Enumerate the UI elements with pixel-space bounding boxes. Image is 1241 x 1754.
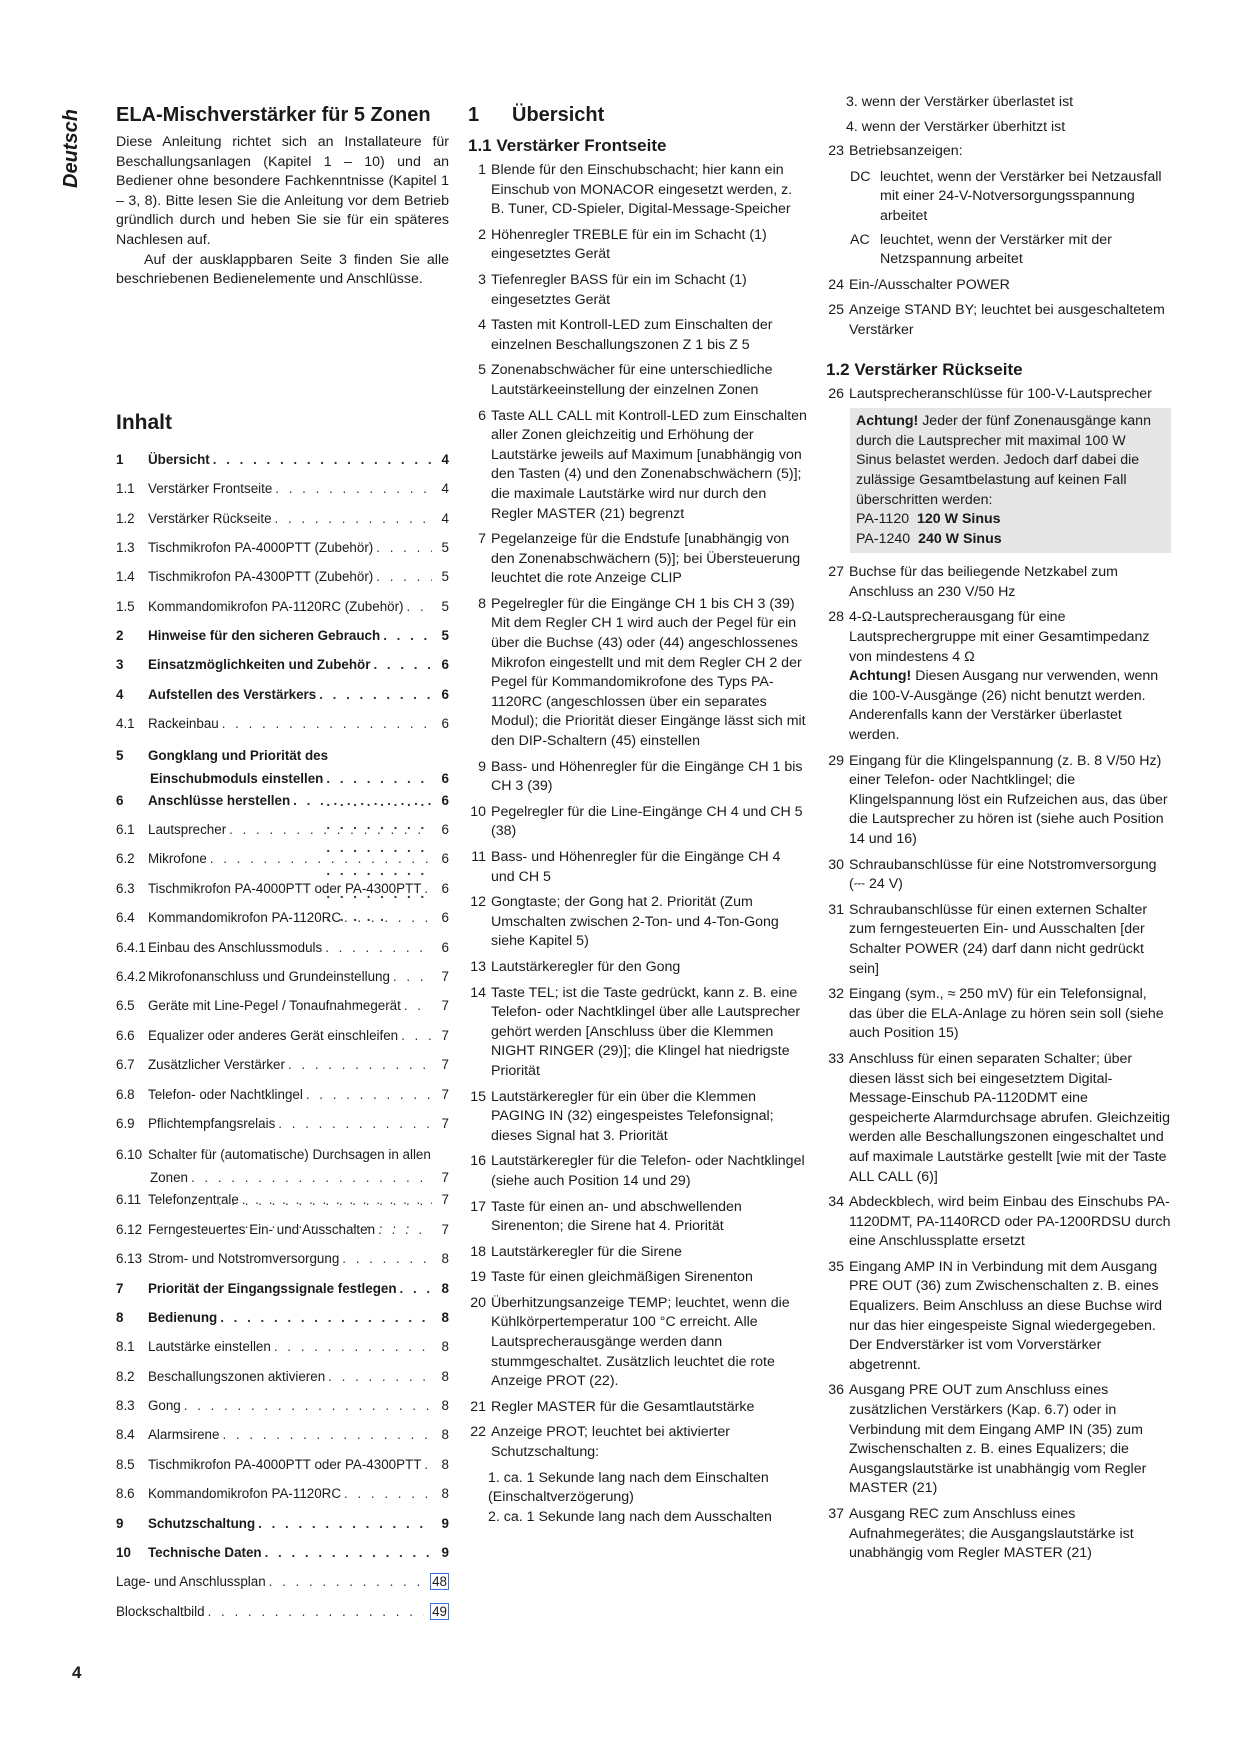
list-item: 28 4-Ω-Lautsprecherausgang für eine Lautsprechergruppe mit einer Gesamtimpedanz von mindestens 4 Ω Achtung! Diesen Ausgang nur verwenden, wenn die 100-V-Ausgänge (26) nicht benutzt werden. Anderenfalls kann der Verstärker überlastet werden. xyxy=(828,609,1159,744)
page-number: 4 xyxy=(72,1663,82,1682)
toc-entry[interactable]: 1.1 Verstärker Frontseite . . . 4 xyxy=(116,479,449,508)
prot-condition: 3. wenn der Verstärker überlastet ist xyxy=(846,94,1074,110)
toc-entry[interactable]: 2 Hinweise für den sicheren Gebrauch . . . 5 xyxy=(116,626,449,655)
dc-indicator: DC leuchtet, wenn der Verstärker bei Netzausfall mit einer 24-V-Notversorgungsspannung arbeitet xyxy=(850,168,1162,224)
list-item: 5 Zonenabschwächer für eine unterschiedliche Lautstärkeeinstellung der einzelnen Zonen xyxy=(478,362,773,398)
toc-entry[interactable]: 1.4 Tischmikrofon PA-4300PTT (Zubehör) . . . 5 xyxy=(116,567,449,596)
list-item: 36 Ausgang PRE OUT zum Anschluss eines zusätzlichen Verstärkers (Kap. 6.7) oder in Verbindung mit dem Eingang AMP IN (35) zum Zwischenschalten z. B. eines Equalizers; die Ausgangslautstärke ist unabhängig vom Regler MASTER (21) xyxy=(828,1382,1147,1497)
column-intro-toc xyxy=(116,103,449,1631)
list-item: 8 Pegelregler für die Eingänge CH 1 bis CH 3 (39) Mit dem Regler CH 1 wird auch der Pegel für ein über die Buchse (43) oder (44) angeschlossenes Mikrofon eingestellt und mit dem Regler CH 2 der Pegel für Kommandomikrofone des Typs PA-1120RC (angeschlossen über ein separates Modul); die Priorität dieser Eingänge lässt sich mit den DIP-Schaltern (45) einstellen xyxy=(478,595,806,750)
list-item: 29 Eingang für die Klingelspannung (z. B. 8 V/50 Hz) einer Telefon- oder Nachtklingel; die Klingelspannung löst ein Rufzeichen aus, das über die Lautsprecher zu hören ist (siehe auch Position 14 und 16) xyxy=(828,752,1168,847)
list-item: 18 Lautstärkeregler für die Sirene xyxy=(470,1243,682,1260)
toc-entry[interactable]: 10 Technische Daten . . . 9 xyxy=(116,1543,449,1572)
list-item: 26 Lautsprecheranschlüsse für 100-V-Lautsprecher xyxy=(828,385,1152,402)
toc-entry[interactable]: 1.2 Verstärker Rückseite . . . 4 xyxy=(116,509,449,538)
toc-entry[interactable]: 1.5 Kommandomikrofon PA-1120RC (Zubehör) . . . 5 xyxy=(116,597,449,626)
list-item: 6 Taste ALL CALL mit Kontroll-LED zum Einschalten aller Zonen gleichzeitig und Erhöhung der Lautstärke jeweils auf Maximum [unabhängig von den Tasten (4) und den Zonenabschwächern (5)]; die maximale Lautstärke wird nur durch den Regler MASTER (21) begrenzt xyxy=(478,407,807,522)
column-rear xyxy=(826,93,1171,1570)
toc-entry[interactable]: 6.8 Telefon- oder Nachtklingel . . . 7 xyxy=(116,1085,449,1114)
toc-entry[interactable]: 6.3 Tischmikrofon PA-4000PTT oder PA-4300PTT . . . 6 xyxy=(116,879,449,908)
list-item: 9 Bass- und Höhenregler für die Eingänge CH 1 bis CH 3 (39) xyxy=(478,758,803,795)
prot-condition: 4. wenn der Verstärker überhitzt ist xyxy=(846,118,1066,135)
list-item: 32 Eingang (sym., ≈ 250 mV) für ein Telefonsignal, das über die ELA-Anlage zu hören sein soll (siehe auch Position 15) xyxy=(828,986,1164,1042)
front-items-list xyxy=(468,161,808,1463)
intro-paragraph: Diese Anleitung richtet sich an Installateure für Beschallungsanlagen (Kapitel 1 – 10) und an Bediener ohne besondere Fachkenntnisse (Kapitel 1 – 3, 8). Bitte lesen Sie die Anleitung vor dem Betrieb gründlich durch und heben Sie sie für ein späteres Nachlesen auf. xyxy=(116,134,449,248)
list-item: 19 Taste für einen gleichmäßigen Sirenenton xyxy=(470,1269,753,1286)
toc-entry[interactable]: 5 Gongklang und Priorität des Einschubmoduls einstellen . . . 6 xyxy=(116,744,449,791)
ac-indicator: AC leuchtet, wenn der Verstärker mit der Netzspannung arbeitet xyxy=(850,231,1112,268)
prot-condition: 1. ca. 1 Sekunde lang nach dem Einschalten (Einschaltverzögerung) xyxy=(488,1469,769,1506)
prot-conditions-continued xyxy=(826,93,1171,137)
prot-condition: 2. ca. 1 Sekunde lang nach dem Ausschalten xyxy=(488,1508,772,1525)
toc-entry[interactable]: 4 Aufstellen des Verstärkers . . . 6 xyxy=(116,685,449,714)
toc-entry[interactable]: 6.7 Zusätzlicher Verstärker . . . 7 xyxy=(116,1055,449,1084)
toc-entry[interactable]: 7 Priorität der Eingangssignale festlegen . . . 8 xyxy=(116,1279,449,1308)
toc-entry[interactable]: 8 Bedienung . . . 8 xyxy=(116,1308,449,1337)
toc-entry[interactable]: 8.4 Alarmsirene . . . 8 xyxy=(116,1425,449,1454)
list-item: 2 Höhenregler TREBLE für ein im Schacht (1) eingesetztes Gerät xyxy=(478,226,767,263)
warning-text: Jeder der fünf Zonenausgänge kann durch die Lautsprecher mit maximal 100 W Sinus belastet werden. Jedoch darf dabei die zulässige Gesamtbelastung auf keinen Fall überschritten werden: xyxy=(856,413,1151,508)
rear-items-list xyxy=(826,563,1171,1564)
list-item: 34 Abdeckblech, wird beim Einbau des Einschubs PA-1120DMT, PA-1140RCD oder PA-1200RDSU durch eine Anschlussplatte ersetzt xyxy=(828,1194,1171,1250)
list-item: 4 Tasten mit Kontroll-LED zum Einschalten der einzelnen Beschallungszonen Z 1 bis Z 5 xyxy=(478,317,773,353)
toc-entry[interactable]: 3 Einsatzmöglichkeiten und Zubehör . . . 6 xyxy=(116,655,449,684)
warning-head: Achtung! xyxy=(856,413,919,430)
prot-conditions xyxy=(468,1469,808,1528)
list-item: 24 Ein-/Ausschalter POWER xyxy=(828,276,1010,293)
toc-entry[interactable]: 6.9 Pflichtempfangsrelais . . . 7 xyxy=(116,1114,449,1143)
toc-entry[interactable]: 6.2 Mikrofone . . . 6 xyxy=(116,849,449,878)
toc-entry[interactable]: 6.1 Lautsprecher . . . 6 xyxy=(116,820,449,849)
toc-entry[interactable]: 8.1 Lautstärke einstellen . . . 8 xyxy=(116,1337,449,1366)
list-item: 33 Anschluss für einen separaten Schalter; über diesen lässt sich bei eingesetztem Digital-Message-Einschub PA-1120DMT eine gespeicherte Alarmdurchsage abrufen. Gleichzeitig werden alle Beschallungszonen eingeschaltet und auf maximale Lautstärke gestellt [wie mit der Taste ALL CALL (6)] xyxy=(828,1050,1170,1185)
list-item: 17 Taste für einen an- und abschwellenden Sirenenton; die Sirene hat 4. Priorität xyxy=(470,1198,742,1235)
toc-entry[interactable]: 6.13 Strom- und Notstromversorgung . . . 8 xyxy=(116,1249,449,1278)
toc-entry[interactable]: 9 Schutzschaltung . . . 9 xyxy=(116,1514,449,1543)
intro-paragraph-2: Auf der ausklappbaren Seite 3 finden Sie alle beschriebenen Bedienelemente und Anschlüsse. xyxy=(116,251,449,288)
list-item: 21 Regler MASTER für die Gesamtlautstärke xyxy=(470,1398,755,1415)
document-title: ELA-Mischverstärker für 5 Zonen xyxy=(116,104,431,126)
toc-entry[interactable]: 8.5 Tischmikrofon PA-4000PTT oder PA-4300PTT . . . 8 xyxy=(116,1455,449,1484)
toc-entry[interactable]: 6.12 Ferngesteuertes Ein- und Ausschalten . . . 7 xyxy=(116,1220,449,1249)
list-item: 7 Pegelanzeige für die Endstufe [unabhängig von den Zonenabschwächern (5)]; bei Übersteuerung leuchtet die rote Anzeige CLIP xyxy=(478,531,801,587)
language-label: Deutsch xyxy=(60,109,82,188)
list-item: 23 Betriebsanzeigen: xyxy=(828,143,963,160)
list-item: 14 Taste TEL; ist die Taste gedrückt, kann z. B. eine Telefon- oder Nachtklingel über alle Lautsprecher gehört werden [Anschluss über die Klemmen NIGHT RINGER (29)]; die Klingel hat niedrigste Priorität xyxy=(470,984,801,1079)
list-item: 12 Gongtaste; der Gong hat 2. Priorität (Zum Umschalten zwischen 2-Ton- und 4-Ton-Gong siehe Kapitel 5) xyxy=(470,894,779,950)
list-item: 20 Überhitzungsanzeige TEMP; leuchtet, wenn die Kühlkörpertemperatur 100 °C erreicht. Alle Lautsprecherausgänge werden dann stummgeschaltet. Zusätzlich leuchtet die rote Anzeige PROT (22). xyxy=(470,1294,790,1390)
toc-entry[interactable]: 8.6 Kommandomikrofon PA-1120RC . . . 8 xyxy=(116,1484,449,1513)
toc-entry[interactable]: 6.11 Telefonzentrale . . . 7 xyxy=(116,1190,449,1219)
toc-entry[interactable]: 4.1 Rackeinbau . . . 6 xyxy=(116,714,449,743)
list-item: 3 Tiefenregler BASS für ein im Schacht (1) eingesetztes Gerät xyxy=(478,271,747,308)
section-number: 1 xyxy=(468,104,480,126)
toc-entry[interactable]: 1.3 Tischmikrofon PA-4000PTT (Zubehör) . . . 5 xyxy=(116,538,449,567)
toc-title: Inhalt xyxy=(116,410,172,434)
toc-entry[interactable]: 6.4.1 Einbau des Anschlussmoduls . . . 6 xyxy=(116,938,449,967)
table-of-contents xyxy=(116,450,449,1631)
list-item: 13 Lautstärkeregler für den Gong xyxy=(470,958,681,975)
section-title: Übersicht xyxy=(512,104,605,126)
list-item: 15 Lautstärkeregler für ein über die Klemmen PAGING IN (32) eingespeistes Telefonsignal; dieses Signal hat 3. Priorität xyxy=(470,1088,774,1144)
section-heading xyxy=(468,103,808,127)
column-overview xyxy=(468,103,808,1527)
toc-entry[interactable]: Blockschaltbild . . . 49 xyxy=(116,1602,449,1631)
toc-entry[interactable]: 6.5 Geräte mit Line-Pegel / Tonaufnahmegerät . . . 7 xyxy=(116,996,449,1025)
list-item: 27 Buchse für das beiliegende Netzkabel zum Anschluss an 230 V/50 Hz xyxy=(828,564,1118,600)
toc-entry[interactable]: 6 Anschlüsse herstellen . . . 6 xyxy=(116,791,449,820)
list-item: 25 Anzeige STAND BY; leuchtet bei ausgeschaltetem Verstärker xyxy=(828,302,1165,338)
list-item: 10 Pegelregler für die Line-Eingänge CH 4 und CH 5 (38) xyxy=(470,803,803,840)
subsection-heading-front: 1.1 Verstärker Frontseite xyxy=(468,136,667,155)
toc-entry[interactable]: 8.2 Beschallungszonen aktivieren . . . 8 xyxy=(116,1367,449,1396)
warning-note: Achtung! Jeder der fünf Zonenausgänge kann durch die Lautsprecher mit maximal 100 W Sinus belastet werden. Jedoch darf dabei die zulässige Gesamtbelastung auf keinen Fall überschritten werden: PA-1120 120 W Sinus PA-1240 240 W Sinus xyxy=(850,408,1171,553)
toc-entry[interactable]: 6.6 Equalizer oder anderes Gerät einschleifen . . . 7 xyxy=(116,1026,449,1055)
list-item: 31 Schraubanschlüsse für einen externen Schalter zum ferngesteuerten Ein- und Ausschalten [der Schalter POWER (24) darf dann nicht gedrückt sein] xyxy=(828,901,1148,977)
list-item: 16 Lautstärkeregler für die Telefon- oder Nachtklingel (siehe auch Position 14 und 29) xyxy=(470,1153,805,1189)
list-item: 22 Anzeige PROT; leuchtet bei aktivierter Schutzschaltung: xyxy=(470,1424,730,1461)
list-item: 37 Ausgang REC zum Anschluss eines Aufnahmegerätes; die Ausgangslautstärke ist unabhängig vom Regler MASTER (21) xyxy=(828,1506,1134,1562)
subsection-heading-rear: 1.2 Verstärker Rückseite xyxy=(826,359,1023,379)
toc-entry[interactable]: 6.4 Kommandomikrofon PA-1120RC . . . 6 xyxy=(116,908,449,937)
toc-entry[interactable]: Lage- und Anschlussplan . . . 48 xyxy=(116,1572,449,1601)
language-tab xyxy=(60,100,90,190)
toc-entry[interactable]: 6.10 Schalter für (automatische) Durchsagen in allen Zonen . . . 7 xyxy=(116,1143,449,1190)
toc-entry[interactable]: 6.4.2 Mikrofonanschluss und Grundeinstellung . . . 7 xyxy=(116,967,449,996)
list-item: 11 Bass- und Höhenregler für die Eingänge CH 4 und CH 5 xyxy=(471,849,781,885)
list-item: 30 Schraubanschlüsse für eine Notstromversorgung (⎓ 24 V) xyxy=(828,856,1157,893)
toc-entry[interactable]: 1 Übersicht . . . 4 xyxy=(116,450,449,479)
list-item: 35 Eingang AMP IN in Verbindung mit dem Ausgang PRE OUT (36) zum Zwischenschalten z. B. eines Equalizers. Beim Anschluss an diese Buchse wird nur das hier eingespeiste Signal wiedergegeben. Der Endverstärker ist vom Vorverstärker abgetrennt. xyxy=(828,1258,1163,1373)
toc-entry[interactable]: 8.3 Gong . . . 8 xyxy=(116,1396,449,1425)
list-item: 1 Blende für den Einschubschacht; hier kann ein Einschub von MONACOR eingesetzt werden, z. B. Tuner, CD-Spieler, Digital-Message-Speicher xyxy=(478,162,793,218)
